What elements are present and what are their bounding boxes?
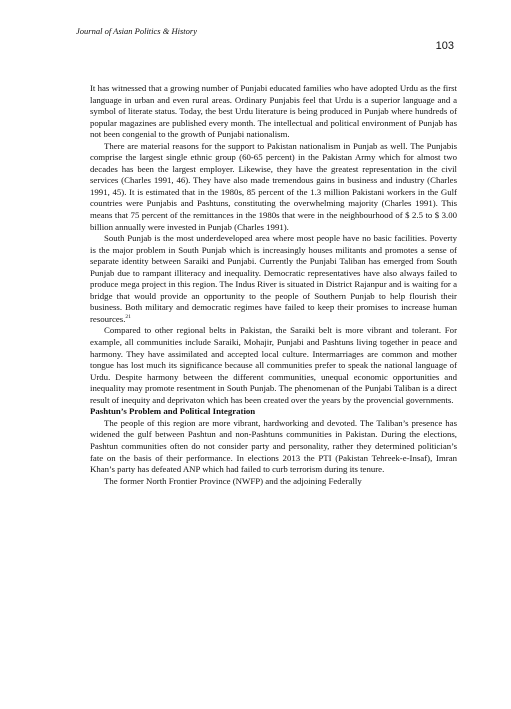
paragraph-3 <box>90 233 457 325</box>
footnote-marker: 21 <box>125 314 131 321</box>
paragraph-1: It has witnessed that a growing number of Punjabi educated families who have adopted Urdu as the first language in urban and even rural areas. Ordinary Punjabis feel that Urdu is a superior language and a symbol of literate status. Today, the best Urdu literature is being produced in Punjab where hundreds of popular magazines are published every month. The intellectual and political environment of Punjab has not been congenial to the growth of Punjabi nationalism. <box>90 83 457 140</box>
paragraph-5: The people of this region are more vibrant, hardworking and devoted. The Taliban’s presence has widened the gulf between Pashtun and non-Pashtuns communities in Pakistan. During the elections, Pashtun communities often do not consider party and personality, rather they determined politician’s fate on the basis of their performance. In elections 2013 the PTI (Pakistan Tehreek-e-Insaf), Imran Khan’s party has defeated ANP which had failed to curb terrorism during its tenure. <box>90 417 457 475</box>
journal-title: Journal of Asian Politics & History <box>76 26 197 36</box>
page-number: 103 <box>435 40 454 52</box>
paragraph-4: Compared to other regional belts in Pakistan, the Saraiki belt is more vibrant and tolerant. For example, all communities include Saraiki, Mohajir, Punjabi and Pashtuns living together in peace and harmony. They have assimilated and accepted local culture. Intermarriages are common and mother tongue has lost much its significance because all communities prefer to speak the national language of Urdu. Despite harmony between the different communities, unequal economic opportunities and inequality may promote resentment in South Punjab. The phenomenan of the Punjabi Taliban is a direct result of inequity and deprivaton which has been created over the years by the provencial governments. <box>90 325 457 405</box>
paragraph-3-text: South Punjab is the most underdeveloped area where most people have no basic facilities. Poverty is the major problem in South Punjab which is increasingly houses militants and promotes a sense of separate identity between Saraiki and Punjabi. Currently the Punjabi Taliban has emerged from South Punjab due to rampant illiteracy and inequality. Democratic representatives have also always failed to produce mega project in this region. The Indus River is situated in District Rajanpur and is waiting for a bridge that would provide an opportunity to the people of Southern Punjab to help flourish their business. Both military and democratic regimes have failed to keep their promises to increase human resources. <box>90 233 457 324</box>
section-heading: Pashtun’s Problem and Political Integration <box>90 406 256 417</box>
paragraph-6: The former North Frontier Province (NWFP) and the adjoining Federally <box>104 475 362 486</box>
article-body <box>90 83 457 487</box>
paragraph-2: There are material reasons for the support to Pakistan nationalism in Punjab as well. The Punjabis comprise the largest single ethnic group (60-65 percent) in the Pakistan Army which for almost two decades has been the largest employer. Likewise, they have the greatest representation in the civil services (Charles 1991, 46). They have also made tremendous gains in business and industry (Charles 1991, 45). It is estimated that in the 1980s, 85 percent of the 1.3 million Pakistani workers in the Gulf countries were Punjabis and Pashtuns, constituting the overwhelming majority (Charles 1991). This means that 75 percent of the remittances in the 1980s that were in the neighbourhood of $ 2.5 to $ 3.00 billion annually were invested in Punjab (Charles 1991). <box>90 140 457 232</box>
